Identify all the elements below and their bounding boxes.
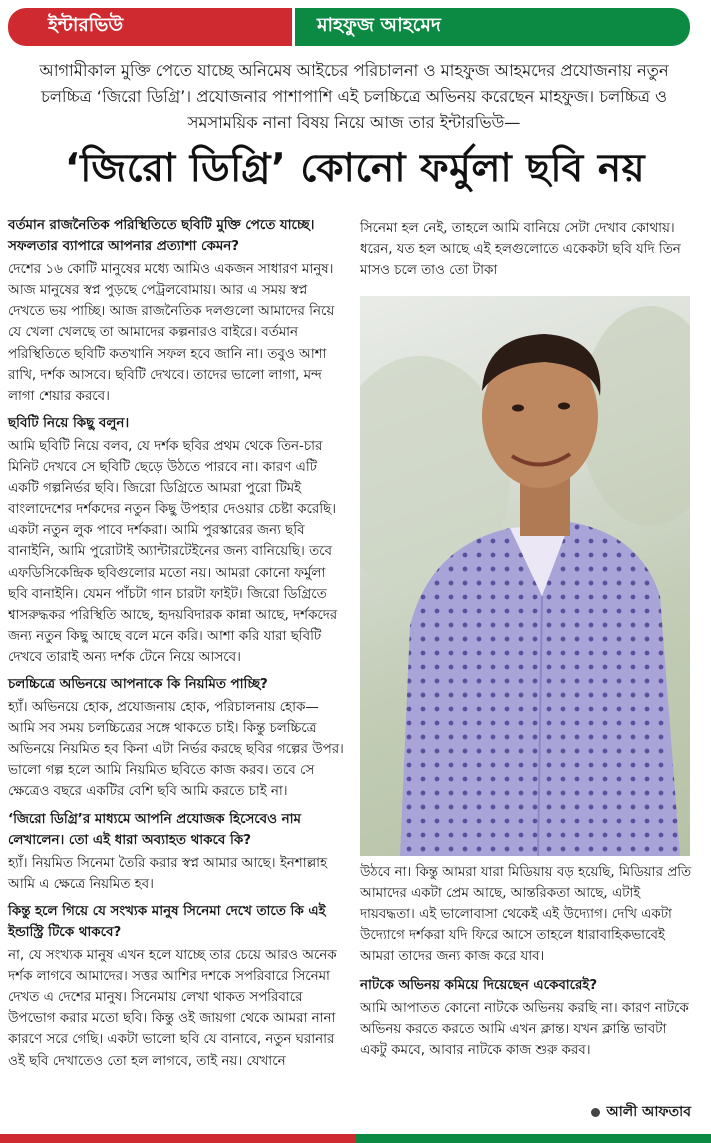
section-header xyxy=(8,8,690,46)
portrait-illustration xyxy=(360,296,690,856)
question: ‘জিরো ডিগ্রি’র মাধ্যমে আপনি প্রযোজক হিসেবেও নাম লেখালেন। তো এই ধারা অব্যাহত থাকবে কি? xyxy=(8,811,301,848)
portrait-photo xyxy=(360,296,690,856)
right-column xyxy=(360,862,695,1063)
answer: না, যে সংখ্যক মানুষ এখন হলে যাচ্ছে তার চেয়ে আরও অনেক দর্শক লাগবে আমাদের। সত্তর আশির দশকে সপরিবারে সিনেমা দেখত এ দেশের মানুষ। সিনেমায় লেখা থাকত সপরিবারে উপভোগ করার মতো ছবি। কিন্তু ওই জায়গা থেকে আমরা নানা কারণে সরে গেছি। একটা ভালো ছবি যে বানাবে, নতুন ঘরানার ওই ছবি দেখাতেও তো হল লাগবে, তাই নয়। যেখানে xyxy=(8,948,337,1069)
article-headline: ‘জিরো ডিগ্রি’ কোনো ফর্মুলা ছবি নয় xyxy=(64,146,646,191)
interviewee-name: মাহফুজ আহমেদ xyxy=(295,8,690,46)
answer: আমি আপাতত কোনো নাটকে অভিনয় করছি না। কারণ নাটকে অভিনয় করতে করতে আমি এখন ক্লান্ত। যখন ক্লান্তি ভাবটা একটু কমবে, আবার নাটকে কাজ শুরু করব। xyxy=(360,1001,689,1058)
question: চলচ্চিত্রে অভিনয়ে আপনাকে কি নিয়মিত পাচ্ছি? xyxy=(8,676,268,692)
continued-text-bottom: উঠবে না। কিন্তু আমরা যারা মিডিয়ায় বড় হয়েছি, মিডিয়ার প্রতি আমাদের একটা প্রেম আছে, আন্তরিকতা আছে, এটাই দায়বদ্ধতা। এই ভালোবাসা থেকেই এই উদ্যোগ। দেখি একটা উদ্যোগে দর্শকরা যদি ফিরে আসে তাহলে ধারাবাহিকভাবেই আমরা তাদের জন্য কাজ করে যাব। xyxy=(360,865,692,964)
author-credit xyxy=(591,1100,691,1124)
author-name: আলী আফতাব xyxy=(606,1104,691,1120)
footer-green-stripe xyxy=(356,1134,711,1143)
continued-text-top: সিনেমা হল নেই, তাহলে আমি বানিয়ে সেটা দেখাব কোথায়। ধরেন, যত হল আছে এই হলগুলোতে একেকটা ছবি যদি তিন মাসও চলে তাও তো টাকা xyxy=(360,221,681,278)
answer: আমি ছবিটি নিয়ে বলব, যে দর্শক ছবির প্রথম থেকে তিন-চার মিনিট দেখবে সে ছবিটি ছেড়ে উঠতে পারবে না। কারণ এটি একটি গল্পনির্ভর ছবি। জিরো ডিগ্রিতে আমরা পুরো টিমই বাংলাদেশের দর্শকদের নতুন কিছু উপহার দেওয়ার চেষ্টা করেছি। একটা নতুন লুক পাবে দর্শকরা। আমি পুরস্কারের জন্য ছবি বানাইনি, আমি পুরোটাই অ্যান্টারটেইনের জন্য বানিয়েছি। তবে এফডিসিকেন্দ্রিক ছবিগুলোর মতো নয়। আমরা কোনো ফর্মুলা ছবি বানাইনি। যেমন পাঁচটা গান চারটা ফাইট। জিরো ডিগ্রিতে শ্বাসরুদ্ধকর পরিস্থিতি আছে, হৃদয়বিদারক কান্না আছে, দর্শকদের জন্য নতুন কিছু আছে বলে মনে করি। আশা করি যারা ছবিটি দেখবে তারাই অন্য দর্শক টেনে নিয়ে আসবে। xyxy=(8,438,338,665)
question: ছবিটি নিয়ে কিছু বলুন। xyxy=(8,415,130,431)
answer: হ্যাঁ। নিয়মিত সিনেমা তৈরি করার স্বপ্ন আমার আছে। ইনশাল্লাহ আমি এ ক্ষেত্রে নিয়মিত হব। xyxy=(8,855,328,892)
bullet-icon xyxy=(591,1108,600,1117)
section-label: ইন্টারভিউ xyxy=(8,8,292,46)
footer-bar xyxy=(0,1134,711,1143)
question: বর্তমান রাজনৈতিক পরিস্থিতিতে ছবিটি মুক্তি পেতে যাচ্ছে। সফলতার ব্যাপারে আপনার প্রত্যাশা কেমন? xyxy=(8,218,315,255)
question: কিন্তু হলে গিয়ে যে সংখ্যক মানুষ সিনেমা দেখে তাতে কি এই ইন্ডাস্ট্রি টিকে থাকবে? xyxy=(8,903,326,940)
footer-red-stripe xyxy=(0,1134,356,1143)
answer: হ্যাঁ। অভিনয়ে হোক, প্রযোজনায় হোক, পরিচালনায় হোক— আমি সব সময় চলচ্চিত্রের সঙ্গে থাকতে চাই। কিন্তু চলচ্চিত্রে অভিনয়ে নিয়মিত হব কিনা এটা নির্ভর করছে ছবির গল্পের উপর। ভালো গল্প হলে আমি নিয়মিত ছবিতে কাজ করব। তবে সে ক্ষেত্রেও বছরে একটির বেশি ছবি আমি করতে চাই না। xyxy=(8,700,344,800)
question: নাটকে অভিনয় কমিয়ে দিয়েছেন একেবারেই? xyxy=(360,978,598,993)
intro-paragraph: আগামীকাল মুক্তি পেতে যাচ্ছে অনিমেষ আইচের পরিচালনা ও মাহফুজ আহমদের প্রযোজনায় নতুন চলচ্চিত্র ‘জিরো ডিগ্রি’। প্রযোজনার পাশাপাশি এই চলচ্চিত্রে অভিনয় করেছেন মাহফুজ। চলচ্চিত্র ও সমসাময়িক নানা বিষয় নিয়ে আজ তার ইন্টারভিউ— xyxy=(39,61,669,132)
answer: দেশের ১৬ কোটি মানুষের মধ্যে আমিও একজন সাধারণ মানুষ। আজ মানুষের স্বপ্ন পুড়ছে পেট্রলবোমায়। আর এ সময় স্বপ্ন দেখতে ভয় পাচ্ছি। আজ রাজনৈতিক দলগুলো আমাদের নিয়ে যে খেলা খেলছে তা আমাদের কল্পনারও বাইরে। বর্তমান পরিস্থিতিতে ছবিটি কতখানি সফল হবে জানি না। তবুও আশা রাখি, দর্শক আসবে। ছবিটি দেখবে। তাদের ভালো লাগা, মন্দ লাগা শেয়ার করবে। xyxy=(8,262,335,404)
left-column xyxy=(8,215,348,1074)
